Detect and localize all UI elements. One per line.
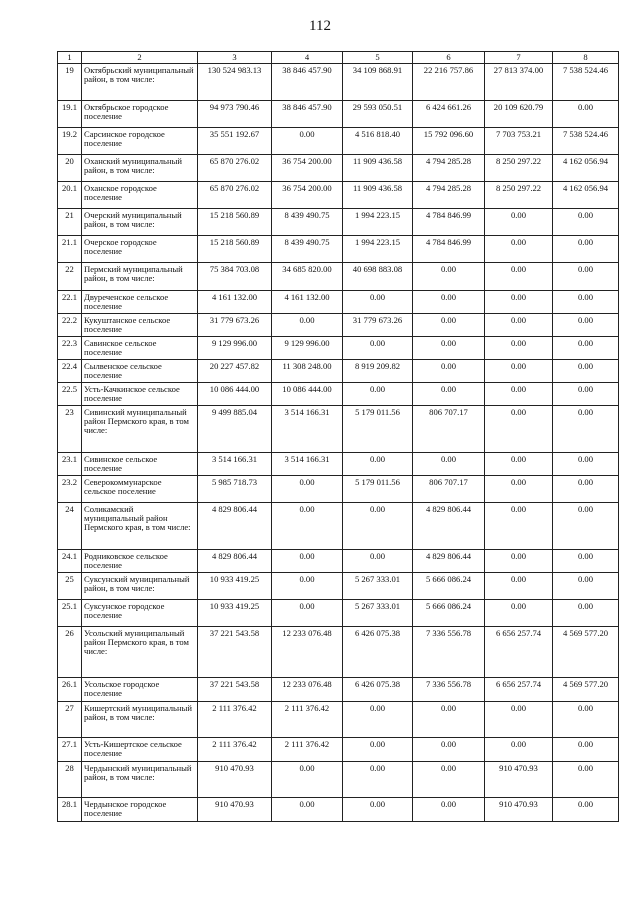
table-row [58, 627, 619, 678]
row-number-cell: 25.1 [58, 600, 82, 627]
value-cell: 0.00 [485, 337, 553, 360]
value-cell: 0.00 [553, 236, 619, 263]
value-cell: 4 569 577.20 [553, 627, 619, 678]
row-number-cell: 28.1 [58, 798, 82, 822]
header-cell: 2 [82, 52, 198, 64]
value-cell: 910 470.93 [198, 798, 272, 822]
table-row [58, 314, 619, 337]
header-cell: 7 [485, 52, 553, 64]
row-number-cell: 28 [58, 762, 82, 798]
value-cell: 1 994 223.15 [343, 209, 413, 236]
value-cell: 0.00 [553, 600, 619, 627]
value-cell: 8 919 209.82 [343, 360, 413, 383]
value-cell: 7 703 753.21 [485, 128, 553, 155]
value-cell: 0.00 [553, 702, 619, 738]
value-cell: 0.00 [413, 798, 485, 822]
value-cell: 2 111 376.42 [272, 702, 343, 738]
row-name-cell: Усть-Качкинское сельское поселение [82, 383, 198, 406]
row-number-cell: 26 [58, 627, 82, 678]
value-cell: 4 784 846.99 [413, 209, 485, 236]
row-name-cell: Очерское городское поселение [82, 236, 198, 263]
row-name-cell: Сарсинское городское поселение [82, 128, 198, 155]
row-name-cell: Усольское городское поселение [82, 678, 198, 702]
value-cell: 0.00 [343, 702, 413, 738]
value-cell: 4 829 806.44 [198, 503, 272, 550]
table-row [58, 236, 619, 263]
value-cell: 34 109 868.91 [343, 64, 413, 101]
value-cell: 0.00 [272, 476, 343, 503]
value-cell: 0.00 [553, 383, 619, 406]
value-cell: 4 569 577.20 [553, 678, 619, 702]
row-number-cell: 21.1 [58, 236, 82, 263]
value-cell: 0.00 [272, 573, 343, 600]
table-row [58, 383, 619, 406]
value-cell: 0.00 [553, 738, 619, 762]
value-cell: 1 994 223.15 [343, 236, 413, 263]
value-cell: 5 267 333.01 [343, 600, 413, 627]
row-name-cell: Двуреченское сельское поселение [82, 291, 198, 314]
value-cell: 0.00 [553, 762, 619, 798]
row-number-cell: 22 [58, 263, 82, 291]
value-cell: 4 161 132.00 [272, 291, 343, 314]
row-number-cell: 25 [58, 573, 82, 600]
value-cell: 0.00 [485, 383, 553, 406]
table-row [58, 263, 619, 291]
row-name-cell: Пермский муниципальный район, в том числе: [82, 263, 198, 291]
value-cell: 10 933 419.25 [198, 573, 272, 600]
value-cell: 0.00 [272, 503, 343, 550]
row-number-cell: 26.1 [58, 678, 82, 702]
value-cell: 0.00 [272, 314, 343, 337]
value-cell: 0.00 [485, 573, 553, 600]
value-cell: 0.00 [553, 337, 619, 360]
value-cell: 10 933 419.25 [198, 600, 272, 627]
value-cell: 0.00 [413, 453, 485, 476]
row-number-cell: 21 [58, 209, 82, 236]
row-number-cell: 20 [58, 155, 82, 182]
value-cell: 9 499 885.04 [198, 406, 272, 453]
value-cell: 34 685 820.00 [272, 263, 343, 291]
value-cell: 4 162 056.94 [553, 182, 619, 209]
value-cell: 8 439 490.75 [272, 236, 343, 263]
value-cell: 2 111 376.42 [198, 738, 272, 762]
table-header-row [58, 52, 619, 64]
value-cell: 2 111 376.42 [272, 738, 343, 762]
value-cell: 0.00 [485, 738, 553, 762]
row-number-cell: 20.1 [58, 182, 82, 209]
value-cell: 4 162 056.94 [553, 155, 619, 182]
table-row [58, 762, 619, 798]
value-cell: 0.00 [553, 291, 619, 314]
row-number-cell: 22.1 [58, 291, 82, 314]
value-cell: 0.00 [553, 476, 619, 503]
header-cell: 5 [343, 52, 413, 64]
value-cell: 0.00 [553, 101, 619, 128]
value-cell: 4 516 818.40 [343, 128, 413, 155]
header-cell: 3 [198, 52, 272, 64]
value-cell: 36 754 200.00 [272, 182, 343, 209]
value-cell: 0.00 [553, 209, 619, 236]
value-cell: 7 538 524.46 [553, 128, 619, 155]
value-cell: 0.00 [553, 503, 619, 550]
value-cell: 4 829 806.44 [413, 550, 485, 573]
value-cell: 11 308 248.00 [272, 360, 343, 383]
value-cell: 0.00 [485, 453, 553, 476]
row-number-cell: 22.5 [58, 383, 82, 406]
row-name-cell: Оханское городское поселение [82, 182, 198, 209]
value-cell: 0.00 [413, 291, 485, 314]
table-row [58, 453, 619, 476]
value-cell: 6 656 257.74 [485, 678, 553, 702]
row-name-cell: Очерский муниципальный район, в том числе: [82, 209, 198, 236]
value-cell: 0.00 [485, 406, 553, 453]
table-row [58, 155, 619, 182]
table-row [58, 702, 619, 738]
row-number-cell: 19 [58, 64, 82, 101]
value-cell: 9 129 996.00 [198, 337, 272, 360]
table-row [58, 738, 619, 762]
value-cell: 4 829 806.44 [198, 550, 272, 573]
value-cell: 0.00 [413, 702, 485, 738]
value-cell: 8 250 297.22 [485, 155, 553, 182]
value-cell: 11 909 436.58 [343, 155, 413, 182]
value-cell: 5 666 086.24 [413, 573, 485, 600]
row-number-cell: 22.2 [58, 314, 82, 337]
value-cell: 0.00 [485, 314, 553, 337]
value-cell: 37 221 543.58 [198, 627, 272, 678]
value-cell: 0.00 [272, 128, 343, 155]
value-cell: 0.00 [343, 453, 413, 476]
value-cell: 0.00 [343, 337, 413, 360]
value-cell: 0.00 [485, 600, 553, 627]
value-cell: 6 424 661.26 [413, 101, 485, 128]
value-cell: 0.00 [343, 738, 413, 762]
row-name-cell: Чердынский муниципальный район, в том числе: [82, 762, 198, 798]
row-name-cell: Суксунский муниципальный район, в том числе: [82, 573, 198, 600]
table-row [58, 360, 619, 383]
row-name-cell: Сылвенское сельское поселение [82, 360, 198, 383]
header-cell: 1 [58, 52, 82, 64]
row-name-cell: Сивинское сельское поселение [82, 453, 198, 476]
value-cell: 40 698 883.08 [343, 263, 413, 291]
value-cell: 35 551 192.67 [198, 128, 272, 155]
row-name-cell: Усть-Кишертское сельское поселение [82, 738, 198, 762]
value-cell: 0.00 [485, 702, 553, 738]
value-cell: 0.00 [485, 360, 553, 383]
value-cell: 0.00 [553, 263, 619, 291]
value-cell: 0.00 [343, 762, 413, 798]
value-cell: 5 666 086.24 [413, 600, 485, 627]
table-row [58, 678, 619, 702]
value-cell: 2 111 376.42 [198, 702, 272, 738]
value-cell: 11 909 436.58 [343, 182, 413, 209]
row-number-cell: 19.1 [58, 101, 82, 128]
value-cell: 0.00 [553, 550, 619, 573]
value-cell: 10 086 444.00 [198, 383, 272, 406]
value-cell: 4 784 846.99 [413, 236, 485, 263]
value-cell: 65 870 276.02 [198, 182, 272, 209]
value-cell: 20 109 620.79 [485, 101, 553, 128]
table-row [58, 573, 619, 600]
budget-table [57, 51, 619, 822]
value-cell: 0.00 [485, 236, 553, 263]
row-name-cell: Усольский муниципальный район Пермского края, в том числе: [82, 627, 198, 678]
value-cell: 0.00 [553, 314, 619, 337]
value-cell: 20 227 457.82 [198, 360, 272, 383]
row-name-cell: Родниковское сельское поселение [82, 550, 198, 573]
value-cell: 38 846 457.90 [272, 101, 343, 128]
table-row [58, 337, 619, 360]
value-cell: 806 707.17 [413, 476, 485, 503]
table-row [58, 406, 619, 453]
row-name-cell: Сивинский муниципальный район Пермского края, в том числе: [82, 406, 198, 453]
header-cell: 6 [413, 52, 485, 64]
value-cell: 8 439 490.75 [272, 209, 343, 236]
value-cell: 0.00 [485, 209, 553, 236]
value-cell: 0.00 [553, 573, 619, 600]
value-cell: 9 129 996.00 [272, 337, 343, 360]
value-cell: 806 707.17 [413, 406, 485, 453]
value-cell: 8 250 297.22 [485, 182, 553, 209]
value-cell: 4 829 806.44 [413, 503, 485, 550]
row-number-cell: 23.2 [58, 476, 82, 503]
row-number-cell: 27.1 [58, 738, 82, 762]
value-cell: 0.00 [272, 798, 343, 822]
value-cell: 12 233 076.48 [272, 678, 343, 702]
value-cell: 0.00 [413, 383, 485, 406]
row-number-cell: 23.1 [58, 453, 82, 476]
value-cell: 75 384 703.08 [198, 263, 272, 291]
value-cell: 0.00 [553, 360, 619, 383]
value-cell: 0.00 [553, 798, 619, 822]
value-cell: 910 470.93 [485, 798, 553, 822]
value-cell: 0.00 [343, 383, 413, 406]
value-cell: 6 656 257.74 [485, 627, 553, 678]
value-cell: 3 514 166.31 [198, 453, 272, 476]
value-cell: 0.00 [413, 263, 485, 291]
value-cell: 65 870 276.02 [198, 155, 272, 182]
value-cell: 5 267 333.01 [343, 573, 413, 600]
value-cell: 0.00 [485, 291, 553, 314]
value-cell: 4 794 285.28 [413, 182, 485, 209]
value-cell: 29 593 050.51 [343, 101, 413, 128]
row-name-cell: Кукуштанское сельское поселение [82, 314, 198, 337]
row-number-cell: 27 [58, 702, 82, 738]
value-cell: 38 846 457.90 [272, 64, 343, 101]
value-cell: 15 218 560.89 [198, 209, 272, 236]
table-row [58, 798, 619, 822]
table-row [58, 101, 619, 128]
row-name-cell: Суксунское городское поселение [82, 600, 198, 627]
table-row [58, 476, 619, 503]
value-cell: 0.00 [485, 263, 553, 291]
value-cell: 0.00 [485, 550, 553, 573]
table-row [58, 503, 619, 550]
value-cell: 3 514 166.31 [272, 453, 343, 476]
row-number-cell: 24 [58, 503, 82, 550]
value-cell: 10 086 444.00 [272, 383, 343, 406]
row-number-cell: 24.1 [58, 550, 82, 573]
row-name-cell: Соликамский муниципальный район Пермского края, в том числе: [82, 503, 198, 550]
row-name-cell: Октябрьское городское поселение [82, 101, 198, 128]
table-row [58, 550, 619, 573]
row-name-cell: Савинское сельское поселение [82, 337, 198, 360]
value-cell: 7 538 524.46 [553, 64, 619, 101]
row-number-cell: 23 [58, 406, 82, 453]
row-name-cell: Октябрьский муниципальный район, в том числе: [82, 64, 198, 101]
value-cell: 0.00 [343, 503, 413, 550]
value-cell: 0.00 [413, 738, 485, 762]
value-cell: 0.00 [272, 600, 343, 627]
value-cell: 0.00 [343, 550, 413, 573]
row-number-cell: 22.3 [58, 337, 82, 360]
value-cell: 6 426 075.38 [343, 627, 413, 678]
table-row [58, 209, 619, 236]
value-cell: 130 524 983.13 [198, 64, 272, 101]
value-cell: 3 514 166.31 [272, 406, 343, 453]
table-row [58, 128, 619, 155]
value-cell: 37 221 543.58 [198, 678, 272, 702]
value-cell: 5 179 011.56 [343, 476, 413, 503]
value-cell: 36 754 200.00 [272, 155, 343, 182]
value-cell: 6 426 075.38 [343, 678, 413, 702]
value-cell: 94 973 790.46 [198, 101, 272, 128]
table-row [58, 182, 619, 209]
value-cell: 0.00 [485, 503, 553, 550]
value-cell: 0.00 [272, 550, 343, 573]
table-row [58, 64, 619, 101]
value-cell: 15 792 096.60 [413, 128, 485, 155]
row-number-cell: 22.4 [58, 360, 82, 383]
table-row [58, 291, 619, 314]
value-cell: 15 218 560.89 [198, 236, 272, 263]
value-cell: 0.00 [343, 291, 413, 314]
value-cell: 31 779 673.26 [198, 314, 272, 337]
value-cell: 0.00 [485, 476, 553, 503]
row-name-cell: Чердынское городское поселение [82, 798, 198, 822]
table-row [58, 600, 619, 627]
row-number-cell: 19.2 [58, 128, 82, 155]
row-name-cell: Оханский муниципальный район, в том числе: [82, 155, 198, 182]
value-cell: 0.00 [413, 360, 485, 383]
value-cell: 22 216 757.86 [413, 64, 485, 101]
value-cell: 4 794 285.28 [413, 155, 485, 182]
value-cell: 0.00 [413, 762, 485, 798]
header-cell: 8 [553, 52, 619, 64]
value-cell: 0.00 [343, 798, 413, 822]
value-cell: 12 233 076.48 [272, 627, 343, 678]
value-cell: 27 813 374.00 [485, 64, 553, 101]
value-cell: 31 779 673.26 [343, 314, 413, 337]
value-cell: 0.00 [553, 453, 619, 476]
value-cell: 7 336 556.78 [413, 678, 485, 702]
value-cell: 5 985 718.73 [198, 476, 272, 503]
value-cell: 910 470.93 [485, 762, 553, 798]
value-cell: 0.00 [413, 314, 485, 337]
value-cell: 0.00 [553, 406, 619, 453]
value-cell: 910 470.93 [198, 762, 272, 798]
value-cell: 7 336 556.78 [413, 627, 485, 678]
value-cell: 4 161 132.00 [198, 291, 272, 314]
page-number: 112 [309, 18, 331, 34]
value-cell: 5 179 011.56 [343, 406, 413, 453]
row-name-cell: Кишертский муниципальный район, в том числе: [82, 702, 198, 738]
value-cell: 0.00 [413, 337, 485, 360]
value-cell: 0.00 [272, 762, 343, 798]
header-cell: 4 [272, 52, 343, 64]
row-name-cell: Северокоммунарское сельское поселение [82, 476, 198, 503]
